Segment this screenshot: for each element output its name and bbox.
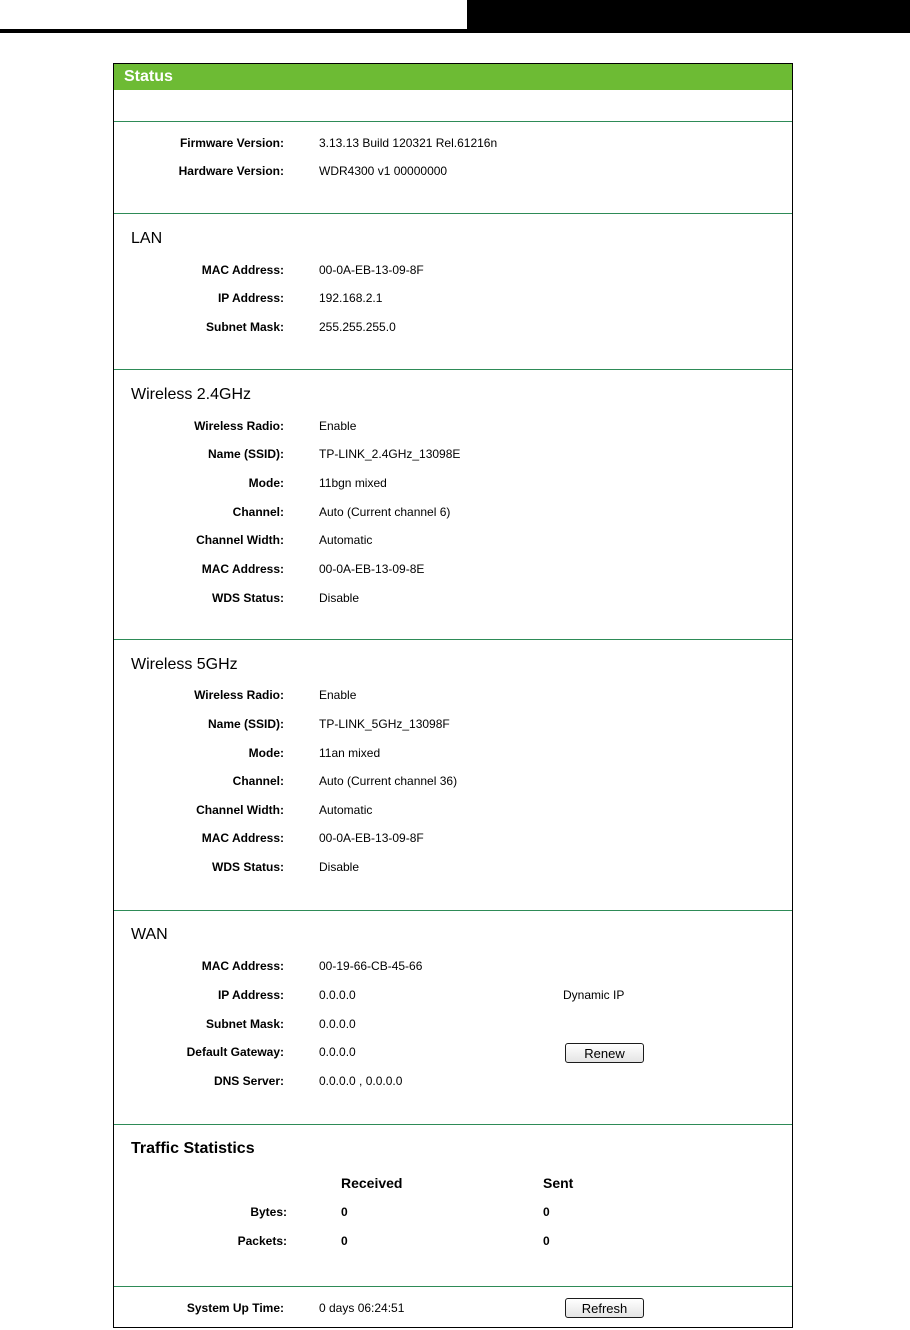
lan-value: 255.255.255.0 bbox=[319, 320, 396, 334]
wireless5-value: Enable bbox=[319, 688, 357, 702]
sent-column-header: Sent bbox=[543, 1175, 574, 1191]
uptime-value: 0 days 06:24:51 bbox=[319, 1301, 405, 1315]
packets-received-value: 0 bbox=[341, 1234, 348, 1248]
wan-row bbox=[114, 957, 792, 977]
traffic-packets-row bbox=[114, 1232, 792, 1252]
received-column-header: Received bbox=[341, 1175, 403, 1191]
wireless5-label: MAC Address: bbox=[201, 831, 284, 845]
refresh-button[interactable]: Refresh bbox=[565, 1298, 644, 1318]
wan-value: 0.0.0.0 , 0.0.0.0 bbox=[319, 1074, 403, 1088]
hardware-value: WDR4300 v1 00000000 bbox=[319, 164, 448, 178]
wireless24-row bbox=[114, 503, 792, 523]
wan-label: MAC Address: bbox=[201, 959, 284, 973]
lan-label: Subnet Mask: bbox=[205, 320, 284, 334]
lan-label: IP Address: bbox=[217, 291, 284, 305]
lan-row bbox=[114, 261, 792, 281]
wireless24-section-title: Wireless 2.4GHz bbox=[131, 386, 252, 403]
wan-connection-type: Dynamic IP bbox=[563, 988, 625, 1002]
firmware-row bbox=[114, 134, 792, 154]
wan-section-title: WAN bbox=[131, 926, 168, 943]
wireless5-value: Disable bbox=[319, 860, 360, 874]
wan-row bbox=[114, 1072, 792, 1092]
page-title: Status bbox=[124, 68, 173, 85]
wan-row bbox=[114, 986, 792, 1006]
wireless24-value: Disable bbox=[319, 591, 360, 605]
wireless24-value: Auto (Current channel 6) bbox=[319, 505, 451, 519]
hardware-row bbox=[114, 162, 792, 182]
wireless5-row bbox=[114, 686, 792, 706]
separator bbox=[114, 1124, 792, 1125]
firmware-value: 3.13.13 Build 120321 Rel.61216n bbox=[319, 136, 498, 150]
wireless5-row bbox=[114, 801, 792, 821]
hardware-label: Hardware Version: bbox=[178, 164, 284, 178]
renew-button[interactable]: Renew bbox=[565, 1043, 644, 1063]
wireless24-value: Automatic bbox=[319, 533, 373, 547]
wan-label: Subnet Mask: bbox=[205, 1017, 284, 1031]
header-rule bbox=[0, 29, 467, 33]
wireless24-row bbox=[114, 474, 792, 494]
status-titlebar bbox=[114, 64, 792, 90]
traffic-bytes-row bbox=[114, 1203, 792, 1223]
header-black-block bbox=[467, 0, 910, 33]
wireless5-label: Channel: bbox=[232, 774, 284, 788]
packets-label: Packets: bbox=[237, 1234, 287, 1248]
traffic-section-title: Traffic Statistics bbox=[131, 1140, 255, 1157]
wireless5-label: WDS Status: bbox=[212, 860, 284, 874]
wireless24-label: Wireless Radio: bbox=[194, 419, 284, 433]
wireless24-label: Name (SSID): bbox=[207, 447, 284, 461]
wireless5-value: Auto (Current channel 36) bbox=[319, 774, 458, 788]
bytes-label: Bytes: bbox=[250, 1205, 287, 1219]
lan-row bbox=[114, 289, 792, 309]
wireless5-label: Name (SSID): bbox=[207, 717, 284, 731]
wireless5-label: Mode: bbox=[248, 746, 284, 760]
separator bbox=[114, 910, 792, 911]
document-header bbox=[0, 0, 910, 40]
firmware-label: Firmware Version: bbox=[179, 136, 284, 150]
wan-label: Default Gateway: bbox=[186, 1045, 284, 1059]
wan-label: DNS Server: bbox=[213, 1074, 284, 1088]
uptime-label: System Up Time: bbox=[186, 1301, 284, 1315]
separator bbox=[114, 121, 792, 122]
wan-row bbox=[114, 1043, 792, 1063]
wan-value: 00-19-66-CB-45-66 bbox=[319, 959, 423, 973]
wireless24-value: 11bgn mixed bbox=[319, 476, 387, 490]
wireless5-value: 11an mixed bbox=[319, 746, 381, 760]
wan-value: 0.0.0.0 bbox=[319, 1017, 356, 1031]
status-panel bbox=[113, 63, 793, 1328]
wireless24-row bbox=[114, 445, 792, 465]
wireless5-row bbox=[114, 772, 792, 792]
separator bbox=[114, 369, 792, 370]
separator bbox=[114, 639, 792, 640]
wireless5-label: Channel Width: bbox=[196, 803, 284, 817]
wireless5-row bbox=[114, 715, 792, 735]
wireless24-value: 00-0A-EB-13-09-8E bbox=[319, 562, 425, 576]
wireless24-row bbox=[114, 531, 792, 551]
lan-value: 192.168.2.1 bbox=[319, 291, 383, 305]
wan-label: IP Address: bbox=[217, 988, 284, 1002]
wireless24-row bbox=[114, 417, 792, 437]
lan-value: 00-0A-EB-13-09-8F bbox=[319, 263, 424, 277]
wireless24-value: Enable bbox=[319, 419, 357, 433]
wan-value: 0.0.0.0 bbox=[319, 988, 356, 1002]
wireless5-row bbox=[114, 744, 792, 764]
separator bbox=[114, 1286, 792, 1287]
wireless24-label: MAC Address: bbox=[201, 562, 284, 576]
bytes-sent-value: 0 bbox=[543, 1205, 550, 1219]
wireless5-value: Automatic bbox=[319, 803, 373, 817]
wireless5-label: Wireless Radio: bbox=[194, 688, 284, 702]
lan-label: MAC Address: bbox=[201, 263, 284, 277]
lan-section-title: LAN bbox=[131, 230, 163, 247]
wireless24-row bbox=[114, 589, 792, 609]
separator bbox=[114, 213, 792, 214]
wireless24-label: Mode: bbox=[248, 476, 284, 490]
wireless5-value: 00-0A-EB-13-09-8F bbox=[319, 831, 424, 845]
wireless5-value: TP-LINK_5GHz_13098F bbox=[319, 717, 450, 731]
wireless24-label: Channel: bbox=[232, 505, 284, 519]
wireless24-value: TP-LINK_2.4GHz_13098E bbox=[319, 447, 461, 461]
wan-value: 0.0.0.0 bbox=[319, 1045, 356, 1059]
packets-sent-value: 0 bbox=[543, 1234, 550, 1248]
bytes-received-value: 0 bbox=[341, 1205, 348, 1219]
wireless24-label: WDS Status: bbox=[212, 591, 284, 605]
wan-row bbox=[114, 1015, 792, 1035]
wireless24-label: Channel Width: bbox=[196, 533, 284, 547]
wireless24-row bbox=[114, 560, 792, 580]
wireless5-section-title: Wireless 5GHz bbox=[131, 656, 238, 673]
uptime-row bbox=[114, 1299, 792, 1319]
wireless5-row bbox=[114, 829, 792, 849]
wireless5-row bbox=[114, 858, 792, 878]
lan-row bbox=[114, 318, 792, 338]
